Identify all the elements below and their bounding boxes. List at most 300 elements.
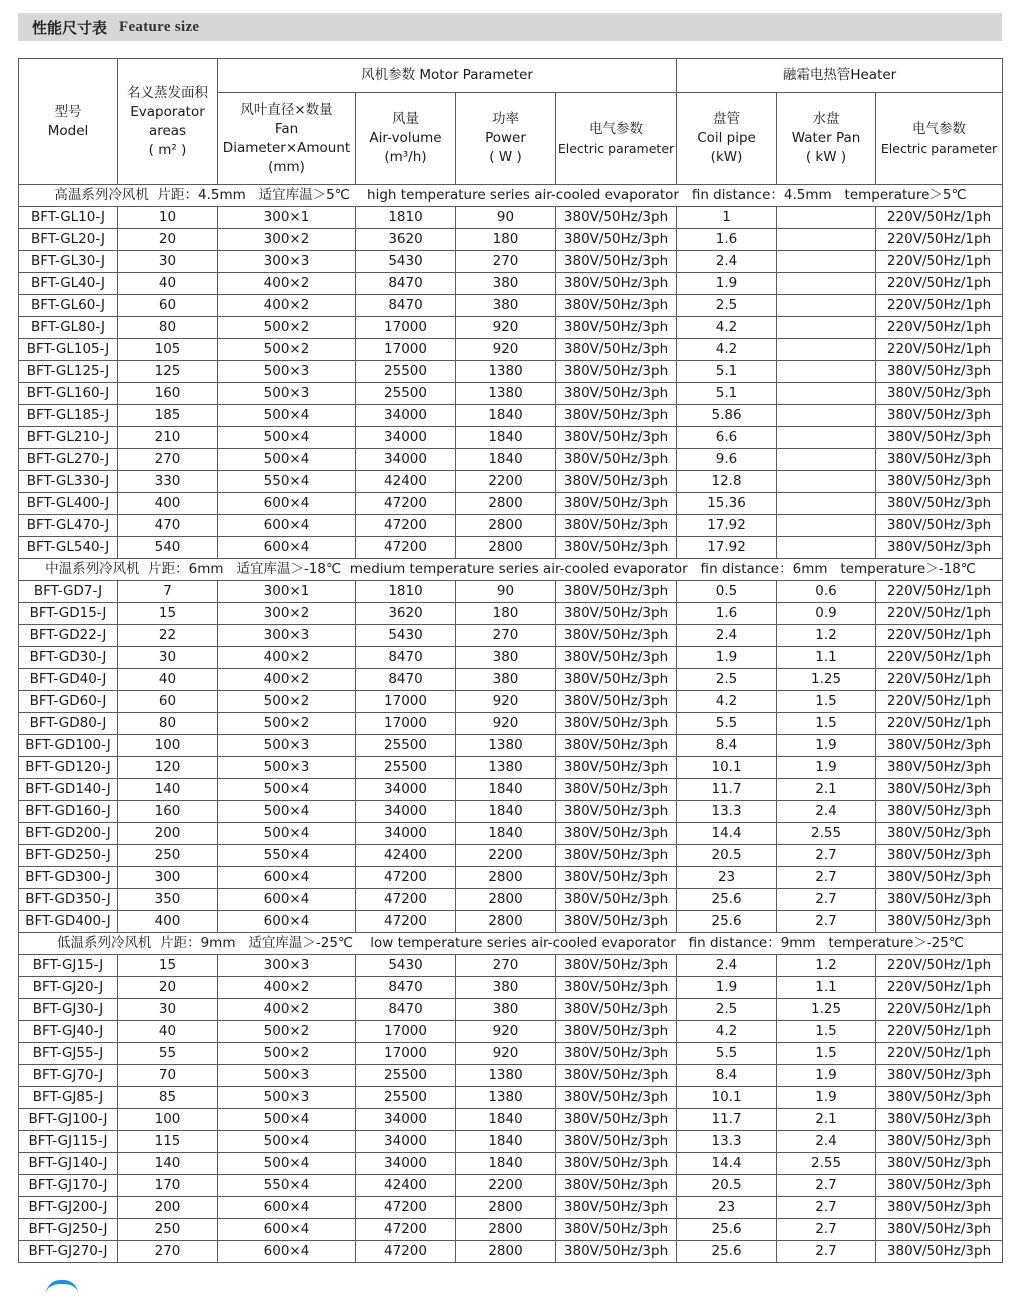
cell-fan: 500×4 [218,779,356,801]
table-row [19,1197,1003,1219]
cell-model: BFT-GL60-J [19,295,118,317]
cell-motor-electric: 380V/50Hz/3ph [556,251,677,273]
cell-motor-electric: 380V/50Hz/3ph [556,1241,677,1263]
table-row [19,603,1003,625]
cell-fan: 400×2 [218,977,356,999]
cell-areas: 80 [118,713,218,735]
cell-power: 2800 [456,889,556,911]
cell-air-volume: 8470 [356,977,456,999]
cell-power: 180 [456,229,556,251]
cell-areas: 400 [118,493,218,515]
cell-air-volume: 47200 [356,911,456,933]
cell-fan: 500×2 [218,1043,356,1065]
cell-model: BFT-GD100-J [19,735,118,757]
table-row [19,1153,1003,1175]
cell-motor-electric: 380V/50Hz/3ph [556,405,677,427]
cell-air-volume: 34000 [356,1109,456,1131]
cell-coil-pipe: 14.4 [677,1153,777,1175]
cell-air-volume: 25500 [356,1087,456,1109]
cell-areas: 55 [118,1043,218,1065]
table-row [19,867,1003,889]
brand-mark-fragment [46,1280,78,1298]
cell-water-pan: 2.1 [777,779,876,801]
cell-air-volume: 1810 [356,207,456,229]
cell-areas: 250 [118,1219,218,1241]
cell-air-volume: 1810 [356,581,456,603]
cell-motor-electric: 380V/50Hz/3ph [556,339,677,361]
cell-power: 380 [456,273,556,295]
cell-motor-electric: 380V/50Hz/3ph [556,207,677,229]
cell-water-pan [777,405,876,427]
cell-air-volume: 8470 [356,273,456,295]
cell-model: BFT-GL125-J [19,361,118,383]
cell-areas: 22 [118,625,218,647]
section-label: 高温系列冷风机 片距：4.5mm 适宜库温＞5℃ high temperature series air-cooled evaporator fin distance：4.5mm temperature＞5℃ [19,185,1003,207]
cell-model: BFT-GD300-J [19,867,118,889]
cell-power: 920 [456,317,556,339]
table-row [19,801,1003,823]
cell-model: BFT-GD200-J [19,823,118,845]
table-row [19,537,1003,559]
table-row [19,669,1003,691]
cell-fan: 500×4 [218,449,356,471]
header-heater: 融霜电热管Heater [677,59,1003,93]
cell-motor-electric: 380V/50Hz/3ph [556,361,677,383]
cell-water-pan [777,251,876,273]
cell-power: 2800 [456,1197,556,1219]
cell-model: BFT-GL20-J [19,229,118,251]
header-motor-parameter: 风机参数 Motor Parameter [218,59,677,93]
cell-air-volume: 8470 [356,999,456,1021]
table-row [19,625,1003,647]
cell-areas: 210 [118,427,218,449]
cell-fan: 500×2 [218,1021,356,1043]
cell-motor-electric: 380V/50Hz/3ph [556,1021,677,1043]
cell-air-volume: 47200 [356,889,456,911]
cell-air-volume: 17000 [356,691,456,713]
cell-model: BFT-GJ85-J [19,1087,118,1109]
cell-water-pan: 2.7 [777,889,876,911]
cell-model: BFT-GL10-J [19,207,118,229]
cell-coil-pipe: 11.7 [677,1109,777,1131]
cell-areas: 40 [118,273,218,295]
cell-coil-pipe: 4.2 [677,339,777,361]
cell-motor-electric: 380V/50Hz/3ph [556,317,677,339]
cell-heater-electric: 380V/50Hz/3ph [876,471,1003,493]
cell-air-volume: 42400 [356,845,456,867]
cell-motor-electric: 380V/50Hz/3ph [556,977,677,999]
cell-heater-electric: 380V/50Hz/3ph [876,493,1003,515]
cell-fan: 600×4 [218,537,356,559]
cell-motor-electric: 380V/50Hz/3ph [556,757,677,779]
cell-motor-electric: 380V/50Hz/3ph [556,911,677,933]
cell-coil-pipe: 11.7 [677,779,777,801]
cell-air-volume: 47200 [356,1241,456,1263]
cell-water-pan: 1.9 [777,1065,876,1087]
cell-air-volume: 25500 [356,1065,456,1087]
cell-model: BFT-GJ40-J [19,1021,118,1043]
cell-model: BFT-GJ250-J [19,1219,118,1241]
cell-model: BFT-GL540-J [19,537,118,559]
cell-coil-pipe: 2.4 [677,251,777,273]
table-row [19,1065,1003,1087]
cell-model: BFT-GD350-J [19,889,118,911]
cell-coil-pipe: 5.86 [677,405,777,427]
cell-coil-pipe: 17.92 [677,537,777,559]
cell-air-volume: 34000 [356,823,456,845]
cell-fan: 500×4 [218,405,356,427]
cell-motor-electric: 380V/50Hz/3ph [556,867,677,889]
cell-motor-electric: 380V/50Hz/3ph [556,713,677,735]
cell-power: 2800 [456,493,556,515]
cell-water-pan: 2.1 [777,1109,876,1131]
cell-motor-electric: 380V/50Hz/3ph [556,383,677,405]
cell-coil-pipe: 1.6 [677,603,777,625]
cell-model: BFT-GL270-J [19,449,118,471]
cell-heater-electric: 220V/50Hz/1ph [876,317,1003,339]
cell-water-pan: 2.4 [777,1131,876,1153]
cell-coil-pipe: 5.1 [677,383,777,405]
cell-motor-electric: 380V/50Hz/3ph [556,1131,677,1153]
cell-heater-electric: 220V/50Hz/1ph [876,273,1003,295]
cell-water-pan: 0.9 [777,603,876,625]
cell-heater-electric: 220V/50Hz/1ph [876,999,1003,1021]
cell-power: 1380 [456,1087,556,1109]
cell-model: BFT-GD250-J [19,845,118,867]
cell-fan: 600×4 [218,493,356,515]
cell-areas: 20 [118,229,218,251]
cell-heater-electric: 380V/50Hz/3ph [876,1087,1003,1109]
cell-water-pan: 1.25 [777,669,876,691]
table-row [19,735,1003,757]
cell-model: BFT-GD80-J [19,713,118,735]
cell-model: BFT-GJ100-J [19,1109,118,1131]
cell-fan: 500×2 [218,339,356,361]
header-model: 型号 Model [19,59,118,185]
cell-areas: 350 [118,889,218,911]
cell-areas: 15 [118,955,218,977]
cell-heater-electric: 380V/50Hz/3ph [876,405,1003,427]
cell-motor-electric: 380V/50Hz/3ph [556,273,677,295]
cell-air-volume: 25500 [356,383,456,405]
cell-water-pan [777,361,876,383]
cell-air-volume: 34000 [356,427,456,449]
cell-air-volume: 17000 [356,713,456,735]
cell-air-volume: 8470 [356,669,456,691]
cell-power: 920 [456,713,556,735]
cell-coil-pipe: 25.6 [677,911,777,933]
header-air-volume: 风量 Air-volume (m³/h) [356,93,456,185]
page-title-bar [18,13,1002,41]
cell-air-volume: 25500 [356,757,456,779]
table-row [19,889,1003,911]
cell-coil-pipe: 4.2 [677,691,777,713]
cell-motor-electric: 380V/50Hz/3ph [556,779,677,801]
cell-water-pan: 2.55 [777,823,876,845]
cell-heater-electric: 220V/50Hz/1ph [876,955,1003,977]
cell-fan: 300×3 [218,625,356,647]
cell-air-volume: 5430 [356,625,456,647]
cell-air-volume: 47200 [356,515,456,537]
cell-coil-pipe: 0.5 [677,581,777,603]
cell-air-volume: 17000 [356,1021,456,1043]
cell-coil-pipe: 2.4 [677,955,777,977]
cell-water-pan: 2.7 [777,911,876,933]
cell-power: 1840 [456,779,556,801]
table-row [19,383,1003,405]
table-row [19,339,1003,361]
cell-fan: 550×4 [218,845,356,867]
cell-power: 1380 [456,361,556,383]
cell-air-volume: 3620 [356,229,456,251]
cell-heater-electric: 380V/50Hz/3ph [876,383,1003,405]
cell-air-volume: 5430 [356,955,456,977]
cell-motor-electric: 380V/50Hz/3ph [556,581,677,603]
cell-areas: 470 [118,515,218,537]
cell-air-volume: 34000 [356,801,456,823]
cell-model: BFT-GL30-J [19,251,118,273]
cell-water-pan: 2.7 [777,1241,876,1263]
cell-power: 380 [456,647,556,669]
cell-water-pan: 1.25 [777,999,876,1021]
cell-fan: 300×1 [218,581,356,603]
cell-areas: 100 [118,735,218,757]
cell-water-pan: 1.1 [777,977,876,999]
cell-model: BFT-GL210-J [19,427,118,449]
cell-areas: 40 [118,1021,218,1043]
cell-areas: 115 [118,1131,218,1153]
cell-motor-electric: 380V/50Hz/3ph [556,537,677,559]
cell-water-pan: 1.2 [777,955,876,977]
cell-model: BFT-GJ115-J [19,1131,118,1153]
cell-model: BFT-GJ170-J [19,1175,118,1197]
cell-water-pan: 2.4 [777,801,876,823]
cell-air-volume: 47200 [356,493,456,515]
cell-coil-pipe: 5.1 [677,361,777,383]
cell-areas: 140 [118,779,218,801]
cell-coil-pipe: 13.3 [677,1131,777,1153]
cell-areas: 85 [118,1087,218,1109]
cell-fan: 600×4 [218,515,356,537]
table-row [19,757,1003,779]
cell-air-volume: 47200 [356,1219,456,1241]
cell-fan: 400×2 [218,647,356,669]
cell-fan: 400×2 [218,669,356,691]
cell-air-volume: 3620 [356,603,456,625]
cell-power: 1840 [456,1153,556,1175]
cell-model: BFT-GL470-J [19,515,118,537]
cell-water-pan [777,537,876,559]
table-row [19,977,1003,999]
cell-water-pan [777,229,876,251]
cell-fan: 500×2 [218,317,356,339]
section-header-row [19,933,1003,955]
cell-heater-electric: 220V/50Hz/1ph [876,339,1003,361]
cell-power: 1380 [456,1065,556,1087]
table-row [19,207,1003,229]
header-motor-electric: 电气参数 Electric parameter [556,93,677,185]
cell-model: BFT-GJ140-J [19,1153,118,1175]
cell-power: 2200 [456,471,556,493]
cell-coil-pipe: 17.92 [677,515,777,537]
cell-fan: 500×4 [218,1109,356,1131]
cell-fan: 300×3 [218,251,356,273]
cell-air-volume: 47200 [356,867,456,889]
cell-water-pan [777,493,876,515]
cell-heater-electric: 380V/50Hz/3ph [876,361,1003,383]
cell-model: BFT-GJ15-J [19,955,118,977]
cell-heater-electric: 380V/50Hz/3ph [876,1109,1003,1131]
cell-water-pan: 2.55 [777,1153,876,1175]
cell-heater-electric: 380V/50Hz/3ph [876,867,1003,889]
cell-water-pan: 2.7 [777,1219,876,1241]
cell-power: 920 [456,1043,556,1065]
table-row [19,713,1003,735]
cell-coil-pipe: 2.5 [677,295,777,317]
cell-motor-electric: 380V/50Hz/3ph [556,229,677,251]
cell-power: 1840 [456,1109,556,1131]
cell-air-volume: 47200 [356,537,456,559]
cell-areas: 540 [118,537,218,559]
cell-coil-pipe: 2.4 [677,625,777,647]
table-row [19,1175,1003,1197]
table-row [19,1043,1003,1065]
cell-coil-pipe: 1.9 [677,647,777,669]
cell-motor-electric: 380V/50Hz/3ph [556,735,677,757]
cell-motor-electric: 380V/50Hz/3ph [556,801,677,823]
cell-heater-electric: 380V/50Hz/3ph [876,757,1003,779]
cell-model: BFT-GD120-J [19,757,118,779]
cell-water-pan: 1.9 [777,735,876,757]
cell-heater-electric: 380V/50Hz/3ph [876,1175,1003,1197]
table-row [19,295,1003,317]
cell-heater-electric: 220V/50Hz/1ph [876,691,1003,713]
cell-air-volume: 34000 [356,779,456,801]
cell-areas: 100 [118,1109,218,1131]
cell-areas: 200 [118,1197,218,1219]
cell-water-pan [777,427,876,449]
page-title-en: Feature size [119,18,200,35]
cell-areas: 60 [118,295,218,317]
cell-coil-pipe: 25.6 [677,889,777,911]
cell-heater-electric: 380V/50Hz/3ph [876,537,1003,559]
cell-areas: 200 [118,823,218,845]
cell-power: 1380 [456,735,556,757]
cell-power: 380 [456,295,556,317]
cell-coil-pipe: 8.4 [677,1065,777,1087]
cell-coil-pipe: 9.6 [677,449,777,471]
cell-motor-electric: 380V/50Hz/3ph [556,471,677,493]
table-row [19,471,1003,493]
cell-water-pan: 2.7 [777,845,876,867]
table-row [19,1021,1003,1043]
cell-water-pan [777,515,876,537]
cell-power: 2800 [456,1219,556,1241]
cell-fan: 500×4 [218,1131,356,1153]
cell-air-volume: 5430 [356,251,456,273]
table-row [19,317,1003,339]
cell-heater-electric: 380V/50Hz/3ph [876,449,1003,471]
cell-air-volume: 17000 [356,339,456,361]
cell-motor-electric: 380V/50Hz/3ph [556,625,677,647]
cell-air-volume: 42400 [356,471,456,493]
cell-power: 1840 [456,823,556,845]
cell-heater-electric: 380V/50Hz/3ph [876,779,1003,801]
cell-heater-electric: 220V/50Hz/1ph [876,713,1003,735]
cell-coil-pipe: 6.6 [677,427,777,449]
cell-model: BFT-GL105-J [19,339,118,361]
table-row [19,955,1003,977]
cell-power: 2200 [456,845,556,867]
cell-areas: 60 [118,691,218,713]
cell-fan: 550×4 [218,1175,356,1197]
cell-model: BFT-GJ70-J [19,1065,118,1087]
cell-heater-electric: 220V/50Hz/1ph [876,251,1003,273]
cell-areas: 20 [118,977,218,999]
cell-fan: 500×4 [218,1153,356,1175]
cell-water-pan [777,383,876,405]
cell-model: BFT-GL80-J [19,317,118,339]
cell-fan: 400×2 [218,273,356,295]
cell-coil-pipe: 5.5 [677,713,777,735]
cell-heater-electric: 220V/50Hz/1ph [876,1043,1003,1065]
table-row [19,1241,1003,1263]
cell-fan: 600×4 [218,1241,356,1263]
cell-water-pan: 1.9 [777,757,876,779]
cell-fan: 600×4 [218,911,356,933]
cell-model: BFT-GD40-J [19,669,118,691]
cell-water-pan: 1.5 [777,691,876,713]
cell-model: BFT-GL40-J [19,273,118,295]
table-row [19,1219,1003,1241]
cell-heater-electric: 220V/50Hz/1ph [876,1021,1003,1043]
cell-coil-pipe: 8.4 [677,735,777,757]
cell-water-pan: 1.5 [777,1021,876,1043]
header-fan: 风叶直径×数量 Fan Diameter×Amount (mm) [218,93,356,185]
cell-model: BFT-GL400-J [19,493,118,515]
cell-fan: 500×3 [218,383,356,405]
cell-water-pan: 0.6 [777,581,876,603]
cell-power: 270 [456,251,556,273]
cell-power: 1840 [456,405,556,427]
cell-power: 380 [456,669,556,691]
cell-heater-electric: 220V/50Hz/1ph [876,625,1003,647]
cell-water-pan [777,317,876,339]
table-row [19,361,1003,383]
cell-water-pan: 1.5 [777,713,876,735]
header-power: 功率 Power ( W ) [456,93,556,185]
cell-coil-pipe: 23 [677,1197,777,1219]
cell-heater-electric: 220V/50Hz/1ph [876,603,1003,625]
cell-areas: 10 [118,207,218,229]
header-heater-electric: 电气参数 Electric parameter [876,93,1003,185]
cell-motor-electric: 380V/50Hz/3ph [556,1175,677,1197]
section-label: 中温系列冷风机 片距：6mm 适宜库温＞-18℃ medium temperature series air-cooled evaporator fin distance：6mm temperature＞-18℃ [19,559,1003,581]
cell-coil-pipe: 23 [677,867,777,889]
cell-model: BFT-GD160-J [19,801,118,823]
cell-coil-pipe: 13.3 [677,801,777,823]
cell-areas: 70 [118,1065,218,1087]
cell-model: BFT-GL160-J [19,383,118,405]
cell-heater-electric: 220V/50Hz/1ph [876,977,1003,999]
header-water-pan: 水盘 Water Pan ( kW ) [777,93,876,185]
cell-areas: 30 [118,647,218,669]
cell-motor-electric: 380V/50Hz/3ph [556,1219,677,1241]
cell-fan: 600×4 [218,1197,356,1219]
cell-water-pan: 1.5 [777,1043,876,1065]
cell-water-pan [777,471,876,493]
table-row [19,515,1003,537]
